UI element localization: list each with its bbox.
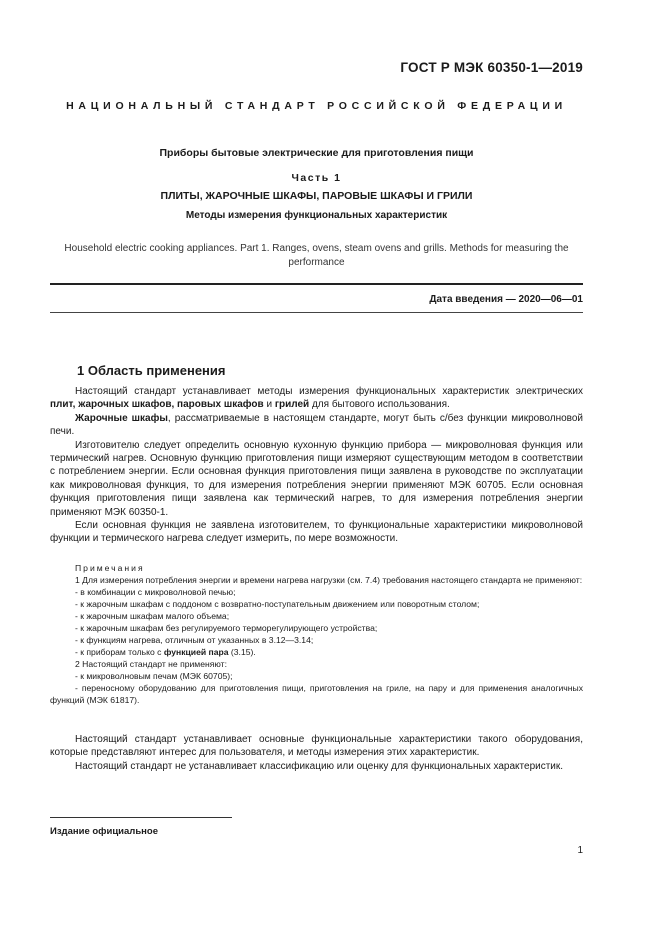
- note-item: - переносному оборудованию для приготовления пищи, приготовления на гриле, на пару и для применения аналогичных функций (МЭК 61817).: [50, 683, 583, 705]
- paragraph: Настоящий стандарт устанавливает методы измерения функциональных характеристик электрических плит, жарочных шкафов, паровых шкафов и грилей для бытового использования.: [50, 386, 583, 411]
- document-subtitle: ПЛИТЫ, ЖАРОЧНЫЕ ШКАФЫ, ПАРОВЫЕ ШКАФЫ И ГРИЛИ: [160, 190, 473, 202]
- date-divider: [50, 312, 583, 313]
- note-item: - к жарочным шкафам без регулируемого терморегулирующего устройства;: [75, 623, 378, 633]
- standard-code: ГОСТ Р МЭК 60350-1—2019: [400, 60, 583, 75]
- note-item: - к микроволновым печам (МЭК 60705);: [75, 671, 233, 681]
- paragraph: Изготовителю следует определить основную кухонную функцию прибора — микроволновая функция или термический нагрев. Основную функцию приготовления пищи измеряют существующим методом в соответствии с потреблением энергии. Если основная функция приготовления пищи заявлена в руководстве по эксплуатации как микроволновая функция, то для измерения потребления энергии применяют МЭК 60705. Если основная функция приготовления пищи заявлена как термический нагрев, то для измерения потребления энергии применяют МЭК 60350-1.: [50, 439, 583, 518]
- part-label: Часть 1: [291, 172, 342, 184]
- note-item: - к жарочным шкафам с поддоном с возвратно-поступательным движением или поворотным столом;: [75, 599, 480, 609]
- national-standard-banner: НАЦИОНАЛЬНЫЙ СТАНДАРТ РОССИЙСКОЙ ФЕДЕРАЦИИ: [66, 100, 567, 112]
- page-number: 1: [577, 845, 583, 856]
- official-edition-label: Издание официальное: [50, 826, 158, 837]
- title-divider: [50, 283, 583, 285]
- note-2: 2 Настоящий стандарт не применяют:: [75, 659, 227, 669]
- note-item: - к жарочным шкафам малого объема;: [75, 611, 230, 621]
- document-title: Приборы бытовые электрические для приготовления пищи: [159, 147, 474, 159]
- methods-title: Методы измерения функциональных характеристик: [185, 210, 448, 221]
- introduction-date: Дата введения — 2020—06—01: [429, 294, 583, 305]
- section-heading: 1 Область применения: [77, 363, 226, 378]
- footer-divider: [50, 817, 232, 818]
- note-item: - к приборам только с функцией пара (3.15).: [75, 647, 256, 657]
- paragraph: Настоящий стандарт не устанавливает классификацию или оценку для функциональных характеристик.: [75, 760, 564, 772]
- note-item: - к функциям нагрева, отличным от указанных в 3.12—3.14;: [75, 635, 314, 645]
- paragraph: Настоящий стандарт устанавливает основные функциональные характеристики такого оборудования, которые представляют интерес для пользователя, и методы измерения этих характеристик.: [50, 734, 583, 759]
- notes-block: [50, 562, 583, 706]
- note-item: - в комбинации с микроволновой печью;: [75, 587, 236, 597]
- scope-body: [50, 385, 583, 546]
- closing-body: [50, 733, 583, 773]
- paragraph: Если основная функция не заявлена изготовителем, то функциональные характеристики микроволновой функции и термического нагрева следует измерить, по мере возможности.: [50, 520, 583, 545]
- note-1: 1 Для измерения потребления энергии и времени нагрева нагрузки (см. 7.4) требования настоящего стандарта не применяют:: [75, 575, 583, 585]
- paragraph: Жарочные шкафы, рассматриваемые в настоящем стандарте, могут быть с/без функции микроволновой печи.: [50, 412, 583, 438]
- english-title: Household electric cooking appliances. Part 1. Ranges, ovens, steam ovens and grills. Methods for measuring the performance: [64, 243, 569, 268]
- notes-heading: Примечания: [75, 563, 145, 573]
